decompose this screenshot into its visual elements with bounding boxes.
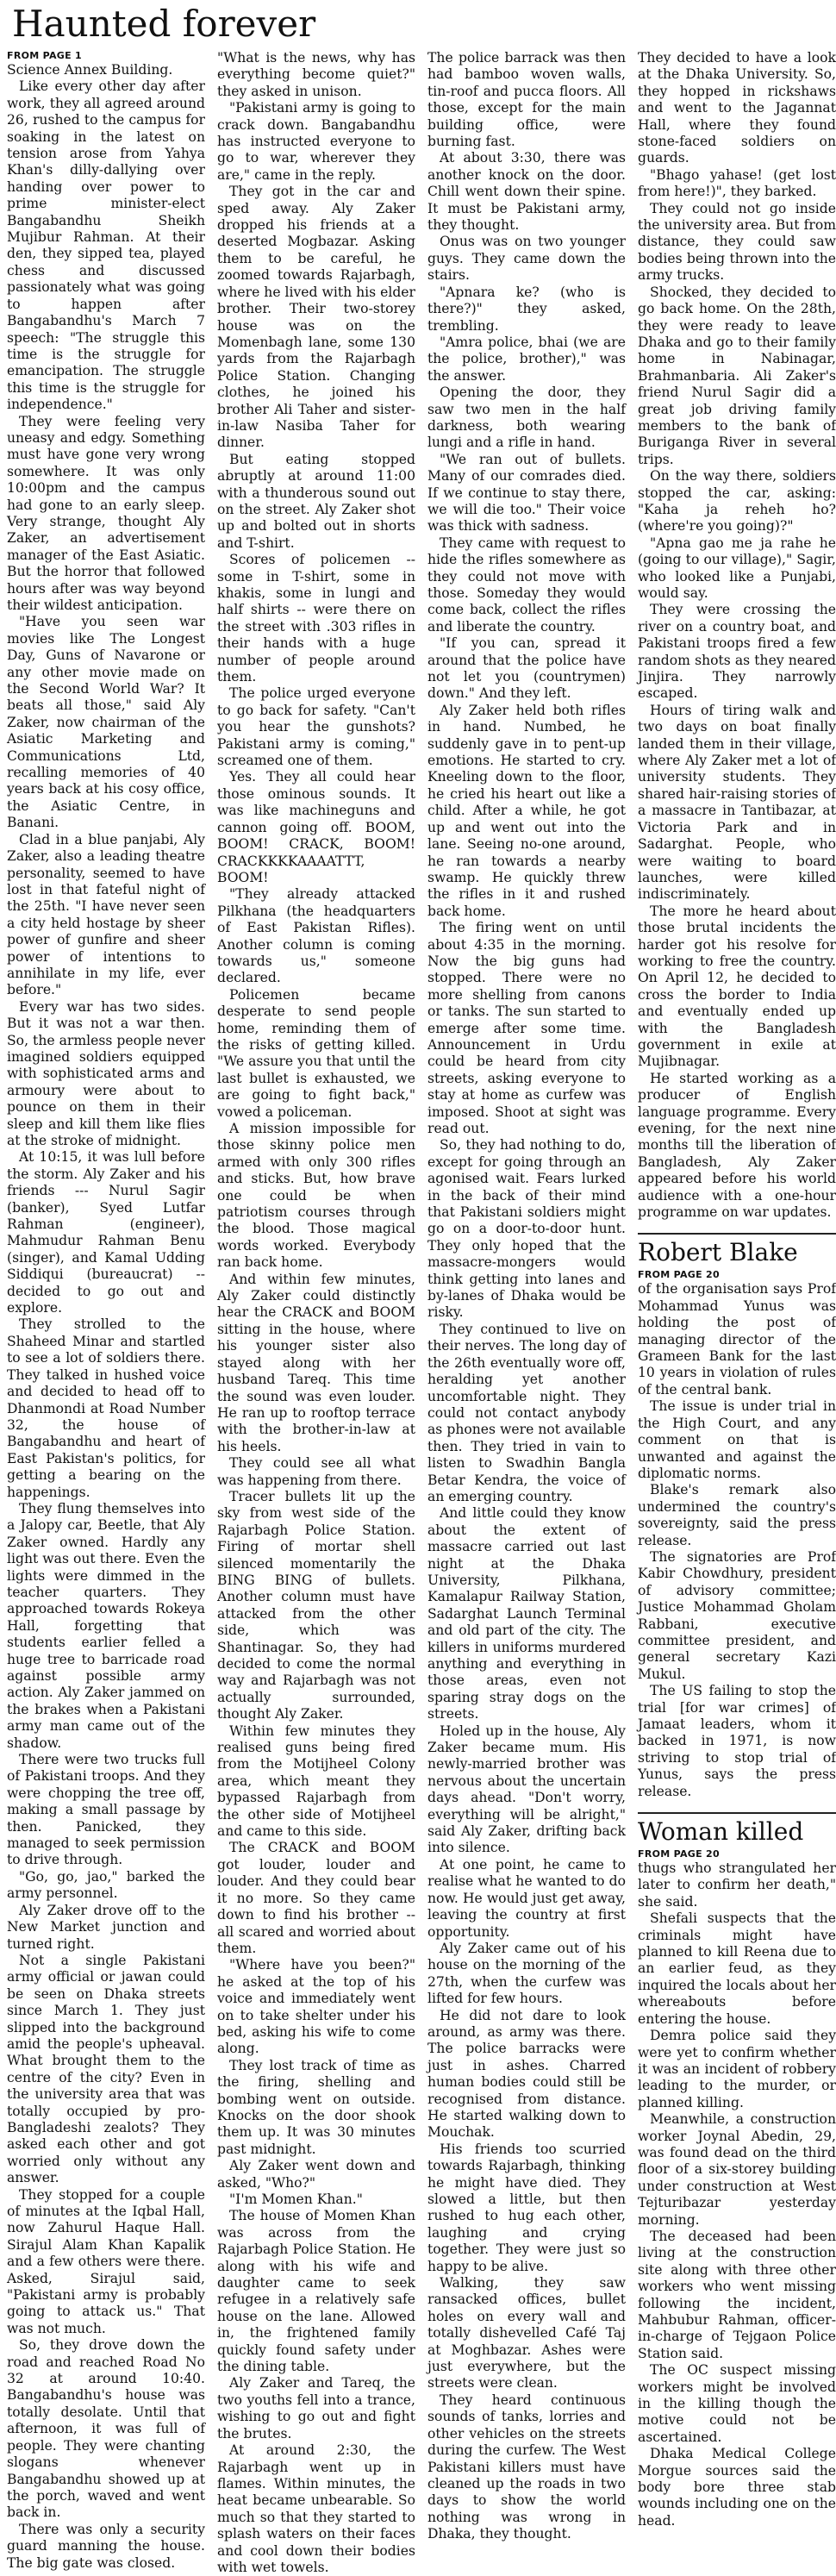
- paragraph: "What is the news, why has everything become quiet?" they asked in unison.: [217, 50, 415, 99]
- paragraph: Aly Zaker and Tareq, the two youths fell into a trance, wishing to go out and fight the brutes.: [217, 2375, 415, 2442]
- paragraph: The more he heard about those brutal incidents the harder got his resolve for working to free the country. On April 12, he decided to cross the border to India and eventually ended up with the Bangladesh government in exile at Mujibnagar.: [638, 903, 836, 1070]
- paragraph: "Bhago yahase! (get lost from here!)", they barked.: [638, 166, 836, 200]
- paragraph: Within few minutes they realised guns being fired from the Motijheel Colony area, which meant they bypassed Rajarbagh from the other side of Motijheel and came to this side.: [217, 1723, 415, 1840]
- paragraph: "If you can, spread it around that the police have not let you (countrymen) down." And they left.: [427, 635, 626, 702]
- paragraph: A mission impossible for those skinny police men armed with only 300 rifles and sticks. But, how brave one could be when patriotism courses through the blood. Those magical words worked. Everybody ran back home.: [217, 1121, 415, 1271]
- robert-blake-headline: Robert Blake: [638, 1233, 836, 1267]
- paragraph: So, they had nothing to do, except for going through an agonised wait. Fears lurked in the back of their mind that Pakistani soldiers might go on a door-to-door hunt. They only hoped that the massacre-mongers would think getting into lanes and by-lanes of Dhaka would be risky.: [427, 1137, 626, 1321]
- paragraph: They could not go inside the university area. But from distance, they could saw bodies being thrown into the army trucks.: [638, 200, 836, 284]
- paragraph: There were two trucks full of Pakistani troops. And they were chopping the tree off, making a small passage by then. Panicked, they managed to seek permission to drive through.: [7, 1752, 205, 1868]
- woman-killed-story: [638, 1860, 836, 2529]
- woman-killed-kicker: FROM PAGE 20: [638, 1848, 720, 1860]
- paragraph: Scores of policemen -- some in T-shirt, some in khakis, some in lungi and half shirts -- were there on the street with .303 rifles in their hands with a huge number of people around them.: [217, 552, 415, 685]
- paragraph: The signatories are Prof Kabir Chowdhury, president of advisory committee; Justice Mohammad Gholam Rabbani, executive committee president, and general secretary Kazi Mukul.: [638, 1548, 836, 1682]
- story-continuation: [638, 50, 836, 1221]
- paragraph: Blake's remark also undermined the country's sovereignty, said the press release.: [638, 1482, 836, 1548]
- paragraph: Science Annex Building.: [7, 62, 173, 78]
- paragraph: Demra police said they were yet to confirm whether it was an incident of robbery leading to the murder, or planned killing.: [638, 2028, 836, 2110]
- paragraph: "Where have you been?" he asked at the top of his voice and immediately went on to take shelter under his bed, asking his wife to come along.: [217, 1957, 415, 2057]
- paragraph: Shefali suspects that the criminals might have planned to kill Reena due to an earlier feud, as they inquired the locals about her whereabouts before entering the house.: [638, 1910, 836, 2027]
- paragraph: They stopped for a couple of minutes at the Iqbal Hall, now Zahurul Haque Hall. Sirajul Alam Khan Kapalik and a few others were there. Asked, Sirajul said, "Pakistani army is probably going to attack us." That was not much.: [7, 2186, 205, 2336]
- paragraph: They were feeling very uneasy and edgy. Something must have gone very wrong somewhere. It was only 10:00pm and the campus had gone to an early sleep. Very strange, thought Aly Zaker, an advertisement manager of the East Asiatic. But the horror that followed hours after was way beyond their wildest anticipation.: [7, 413, 205, 613]
- paragraph: "Have you seen war movies like The Longest Day, Guns of Navarone or any other movie made on the Second World War? It beats all those," said Aly Zaker, now chairman of the Asiatic Marketing and Communications Ltd, recalling memories of 40 years back at his cosy office, the Asiatic Centre, in Banani.: [7, 614, 205, 831]
- paragraph: So, they drove down the road and reached Road No 32 at around 10:40. Bangabandhu's house was totally desolate. Until that afternoon, it was full of people. They were chanting slogans whenever Bangabandhu showed up at the porch, waved and went back in.: [7, 2337, 205, 2521]
- paragraph: They came with request to hide the rifles somewhere as they could not move with those. Someday they would come back, collect the rifles and liberate the country.: [427, 535, 626, 635]
- paragraph: "They already attacked Pilkhana (the headquarters of East Pakistan Rifles). Another column is coming towards us," someone declared.: [217, 886, 415, 986]
- paragraph: Dhaka Medical College Morgue sources said the body bore three stab wounds including one on the head.: [638, 2446, 836, 2529]
- paragraph: And little could they know about the extent of massacre carried out last night at the Dhaka University, Pilkhana, Kamalapur Railway Station, Sadarghat Launch Terminal and old part of the city. The killers in uniforms murdered anything and everything in those areas, even not sparing stray dogs on the streets.: [427, 1505, 626, 1723]
- paragraph: At one point, he came to realise what he wanted to do now. He would just get away, leaving the country at first opportunity.: [427, 1856, 626, 1940]
- page-headline: Haunted forever: [12, 3, 316, 45]
- paragraph: On the way there, soldiers stopped the car, asking: "Kaha ja reheh ho? (where're you going)?": [638, 468, 836, 535]
- robert-blake-story: [638, 1281, 836, 1800]
- paragraph: Aly Zaker came out of his house on the morning of the 27th, when the curfew was lifted for few hours.: [427, 1940, 626, 2007]
- paragraph: "Apnara ke? (who is there?)" they asked, trembling.: [427, 284, 626, 334]
- paragraph: "Apna gao me ja rahe he (going to our village)," Sagir, who looked like a Punjabi, would say.: [638, 535, 836, 601]
- paragraph: His friends too scurried towards Rajarbagh, thinking he might have died. They slowed a little, but then rushed to hug each other, laughing and crying together. They were just so happy to be alive.: [427, 2141, 626, 2274]
- paragraph: They heard continuous sounds of tanks, lorries and other vehicles on the streets during the curfew. The West Pakistani killers must have cleaned up the roads in two days to show the world nothing was wrong in Dhaka, they thought.: [427, 2392, 626, 2542]
- paragraph: Onus was on two younger guys. They came down the stairs.: [427, 234, 626, 284]
- column-2: [217, 50, 415, 2575]
- paragraph: They got in the car and sped away. Aly Zaker dropped his friends at a deserted Mogbazar. Asking them to be careful, he zoomed towards Rajarbagh, where he lived with his elder brother. Their two-storey house was on the Momenbagh lane, some 130 yards from the Rajarbagh Police Station. Changing clothes, he joined his brother Ali Taher and sister-in-law Nasiba Taher for dinner.: [217, 184, 415, 451]
- paragraph: Holed up in the house, Aly Zaker became mum. His newly-married brother was nervous about the uncertain days ahead. "Don't worry, everything will be alright," said Aly Zaker, drifting back into silence.: [427, 1723, 626, 1856]
- paragraph: Hours of tiring walk and two days on boat finally landed them in their village, where Aly Zaker met a lot of university students. They shared hair-raising stories of a massacre in Tantibazar, at Victoria Park and in Sadarghat. People, who were waiting to board launches, were killed indiscriminately.: [638, 702, 836, 903]
- paragraph: He did not dare to look around, as army was there. The police barracks were just in ashes. Charred human bodies could still be recognised from distance. He started walking down to Mouchak.: [427, 2007, 626, 2141]
- paragraph: "Pakistani army is going to crack down. Bangabandhu has instructed everyone to go to war, wherever they are," came in the reply.: [217, 100, 415, 183]
- paragraph: Clad in a blue panjabi, Aly Zaker, also a leading theatre personality, seemed to have lost in that fateful night of the 25th. "I have never seen a city held hostage by sheer power of gunfire and sheer power of intentions to annihilate in my life, ever before.": [7, 831, 205, 998]
- story-kicker: FROM PAGE 1: [7, 50, 83, 61]
- paragraph: "Go, go, jao," barked the army personnel.: [7, 1868, 205, 1902]
- paragraph: Walking, they saw ransacked offices, bullet holes on every wall and totally dishevelled Café Taj at Moghbazar. Ashes were just everywhere, but the streets were clean.: [427, 2275, 626, 2392]
- paragraph: The US failing to stop the trial [for war crimes] of Jamaat leaders, whom it backed in 1971, is now striving to stop trial of Yunus, says the press release.: [638, 1683, 836, 1799]
- column-4: [638, 50, 836, 2529]
- paragraph: They strolled to the Shaheed Minar and startled to see a lot of soldiers there. They talked in hushed voice and decided to head off to Dhanmondi at Road Number 32, the house of Bangabandhu and heart of East Pakistan's politics, for getting a bearing on the happenings.: [7, 1316, 205, 1500]
- paragraph: Tracer bullets lit up the sky from west side of the Rajarbagh Police Station. Firing of mortar shell silenced momentarily the BING BING of bullets. Another column must have attacked from the other side, which was Shantinagar. So, they had decided to come the normal way and Rajarbagh was not actually surrounded, thought Aly Zaker.: [217, 1488, 415, 1723]
- column-3: [427, 50, 626, 2542]
- paragraph: The OC suspect missing workers might be involved in the killing though the motive could not be ascertained.: [638, 2362, 836, 2445]
- paragraph: They were crossing the river on a country boat, and Pakistani troops fired a few random shots as they neared Jinjira. They narrowly escaped.: [638, 602, 836, 702]
- paragraph: He started working as a producer of English language programme. Every evening, for the next nine months till the liberation of Bangladesh, Aly Zaker appeared before his world audience with a one-hour programme on war updates.: [638, 1070, 836, 1221]
- paragraph: The CRACK and BOOM got louder, louder and louder. And they could bear it no more. So they came down to find his brother -- all scared and worried about them.: [217, 1840, 415, 1956]
- paragraph: The house of Momen Khan was across from the Rajarbagh Police Station. He along with his wife and daughter came to seek refugee in a relatively safe house on the lane. Allowed in, the frightened family quickly found safety under the dining table.: [217, 2208, 415, 2375]
- paragraph: Meanwhile, a construction worker Joynal Abedin, 29, was found dead on the third floor of a six-storey building under construction at West Tejturibazar yesterday morning.: [638, 2111, 836, 2228]
- paragraph: They decided to have a look at the Dhaka University. So, they hopped in rickshaws and went to the Jagannat Hall, where they found stone-faced soldiers on guards.: [638, 50, 836, 166]
- paragraph: They flung themselves into a Jalopy car, Beetle, that Aly Zaker owned. Hardly any light was out there. Even the lights were dimmed in the teacher quarters. They approached towards Rokeya Hall, forgetting that students earlier felled a huge tree to barricade road against possible army action. Aly Zaker jammed on the brakes when a Pakistani army man came out of the shadow.: [7, 1500, 205, 1751]
- paragraph: The firing went on until about 4:35 in the morning. Now the big guns had stopped. There were no more shelling from canons or tanks. The sun started to emerge after some time. Announcement in Urdu could be heard from city streets, asking everyone to stay at home as curfew was imposed. Shoot at sight was read out.: [427, 920, 626, 1136]
- paragraph: The deceased had been living at the construction site along with three other workers who went missing following the incident, Mahbubur Rahman, officer-in-charge of Tejgaon Police Station said.: [638, 2228, 836, 2361]
- paragraph: They could see all what was happening from there.: [217, 1455, 415, 1488]
- paragraph: There was only a security guard manning the house. The big gate was closed.: [7, 2521, 205, 2571]
- paragraph: Every war has two sides. But it was not a war then. So, the armless people never imagined soldiers equipped with sophisticated arms and armoury were about to pounce on them in their sleep and kill them like flies at the stroke of midnight.: [7, 998, 205, 1148]
- paragraph: At 10:15, it was lull before the storm. Aly Zaker and his friends --- Nurul Sagir (banker), Syed Lutfar Rahman (engineer), Mahmudur Rahman Benu (singer), and Kamal Udding Siddiqui (bureaucrat) -- decided to go out and explore.: [7, 1149, 205, 1316]
- column-1: [7, 50, 205, 2571]
- paragraph: Not a single Pakistani army official or jawan could be seen on Dhaka streets since March 1. They just slipped into the background amid the people's upheaval. What brought them to the centre of the city? Even in the university area that was totally occupied by pro-Bangladeshi zealots? They asked each other and got worried only without any answer.: [7, 1952, 205, 2186]
- paragraph: And within few minutes, Aly Zaker could distinctly hear the CRACK and BOOM sitting in the house, where his younger sister also stayed along with her husband Tareq. This time the sound was even louder. He ran up to rooftop terrace with the brother-in-law at his heels.: [217, 1271, 415, 1454]
- paragraph: Like every other day after work, they all agreed around 26, rushed to the campus for soaking in the latest on tension arose from Yahya Khan's dilly-dallying over handing over power to prime minister-elect Bangabandhu Sheikh Mujibur Rahman. At their den, they sipped tea, played chess and discussed passionately what was going to happen after Bangabandhu's March 7 speech: "The struggle this time is the struggle for emancipation. The struggle this time is the struggle for independence.": [7, 78, 205, 413]
- paragraph: At around 2:30, the Rajarbagh went up in flames. Within minutes, the heat became unbearable. So much so that they started to splash waters on their faces and cool down their bodies with wet towels.: [217, 2442, 415, 2575]
- paragraph: of the organisation says Prof Mohammad Yunus was holding the post of managing director of the Grameen Bank for the last 10 years in violation of rules of the central bank.: [638, 1281, 836, 1397]
- paragraph: But eating stopped abruptly at around 11:00 with a thunderous sound out on the street. Aly Zaker shot up and bolted out in shorts and T-shirt.: [217, 451, 415, 551]
- paragraph: Aly Zaker drove off to the New Market junction and turned right.: [7, 1902, 205, 1952]
- paragraph: "I'm Momen Khan.": [229, 2191, 363, 2207]
- paragraph: They lost track of time as the firing, shelling and bombing went on outside. Knocks on the door shook them up. It was 30 minutes past midnight.: [217, 2057, 415, 2157]
- paragraph: At about 3:30, there was another knock on the door. Chill went down their spine. It must be Pakistani army, they thought.: [427, 150, 626, 234]
- paragraph: Opening the door, they saw two men in the half darkness, both wearing lungi and a rifle in hand.: [427, 385, 626, 451]
- paragraph: The police urged everyone to go back for safety. "Can't you hear the gunshots? Pakistani army is coming," screamed one of them.: [217, 685, 415, 769]
- paragraph: "We ran out of bullets. Many of our comrades died. If we continue to stay there, we will die too." Their voice was thick with sadness.: [427, 451, 626, 535]
- paragraph: The police barrack was then had bamboo woven walls, tin-roof and pucca floors. All those, except for the main building office, were burning fast.: [427, 50, 626, 150]
- paragraph: "Amra police, bhai (we are the police, brother)," was the answer.: [427, 334, 626, 384]
- paragraph: Aly Zaker held both rifles in hand. Numbed, he suddenly gave in to pent-up emotions. He started to cry. Kneeling down to the floor, he cried his heart out like a child. After a while, he got up and went out into the lane. Seeing no-one around, he ran towards a nearby swamp. He quickly threw the rifles in it and rushed back home.: [427, 702, 626, 919]
- paragraph: Policemen became desperate to send people home, reminding them of the risks of getting killed. "We assure you that until the last bullet is exhausted, we are going to fight back," vowed a policeman.: [217, 986, 415, 1120]
- paragraph: The issue is under trial in the High Court, and any comment on that is unwanted and against the diplomatic norms.: [638, 1398, 836, 1481]
- paragraph: Yes. They all could hear those ominous sounds. It was like machineguns and cannon going off. BOOM, BOOM! CRACK, BOOM! CRACKKKKAAAATTT, BOOM!: [217, 769, 415, 885]
- paragraph: Shocked, they decided to go back home. On the 28th, they were ready to leave Dhaka and go to their family home in Nabinagar, Brahmanbaria. Ali Zaker's friend Nurul Sagir did a great job driving family members to the bank of Buriganga River in several trips.: [638, 284, 836, 467]
- paragraph: They continued to live on their nerves. The long day of the 26th eventually wore off, heralding yet another uncomfortable night. They could not contact anybody as phones were not available then. They tried in vain to listen to Swadhin Bangla Betar Kendra, the voice of an emerging country.: [427, 1321, 626, 1504]
- newspaper-page: [0, 3, 836, 2575]
- woman-killed-headline: Woman killed: [638, 1812, 836, 1847]
- paragraph: thugs who strangulated her later to confirm her death," she said.: [638, 1860, 836, 1910]
- robert-blake-kicker: FROM PAGE 20: [638, 1269, 720, 1281]
- article-columns: [7, 50, 836, 2575]
- paragraph: Aly Zaker went down and asked, "Who?": [217, 2158, 415, 2191]
